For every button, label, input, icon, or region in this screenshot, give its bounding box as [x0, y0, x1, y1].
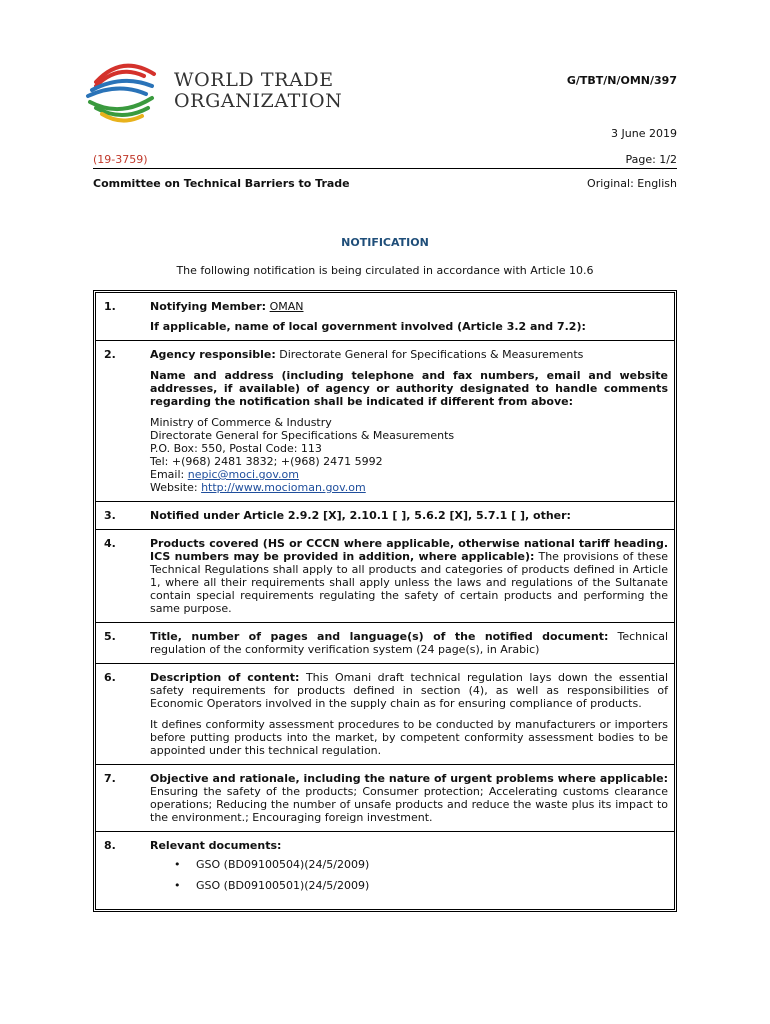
document-date: 3 June 2019	[611, 127, 677, 140]
field-label: Notifying Member:	[150, 300, 267, 313]
list-item: • GSO (BD09100501)(24/5/2009)	[150, 879, 668, 892]
org-name	[174, 70, 342, 112]
email-line	[150, 468, 668, 481]
field-label: Description of content:	[150, 671, 300, 684]
committee-name: Committee on Technical Barriers to Trade	[93, 177, 350, 190]
products-value: The provisions of these Technical Regulations shall apply to all products and categories of products defined in Article 1, where all their requirements shall apply unless the laws and regulations of the Sultanate contain special requirements regulating the safety of certain products and performing the same purpose.	[150, 550, 668, 615]
table-row	[96, 341, 674, 502]
row-number: 2.	[104, 348, 116, 361]
document-reference: G/TBT/N/OMN/397	[566, 74, 677, 87]
field-label: Objective and rationale, including the nature of urgent problems where applicable:	[150, 772, 668, 785]
field-sublabel: Name and address (including telephone and fax numbers, email and website addresses, if available) of agency or authority designated to handle comments regarding the notification shall be indicated if different from above:	[150, 369, 668, 408]
org-name-line2: ORGANIZATION	[174, 90, 343, 112]
row-content	[150, 502, 674, 529]
address-block	[150, 416, 668, 494]
member-value: OMAN	[269, 300, 304, 313]
table-row	[96, 502, 674, 530]
documents-list	[150, 858, 668, 892]
field-label: Title, number of pages and language(s) of the notified document:	[150, 630, 609, 643]
page-indicator: Page: 1/2	[625, 153, 677, 166]
row-number: 1.	[104, 300, 116, 313]
header-divider	[93, 168, 677, 169]
objective-value: Ensuring the safety of the products; Consumer protection; Accelerating customs clearance operations; Reducing the number of unsafe products and reduce the waste plus its impact to the environment.; Encouraging foreign investment.	[150, 785, 668, 824]
description-paragraph: It defines conformity assessment procedures to be conducted by manufacturers or importers before putting products into the market, by competent conformity assessment bodies to be appointed under this technical regulation.	[150, 718, 668, 757]
field-label: Relevant documents:	[150, 839, 282, 852]
address-line: Tel: +(968) 2481 3832; +(968) 2471 5992	[150, 455, 383, 468]
document-number: (19-3759)	[93, 153, 148, 166]
row-content	[150, 832, 674, 907]
field-label: Products covered (HS or CCCN where applicable, otherwise national tariff heading. ICS numbers may be provided in addition, where applicable):	[150, 537, 668, 563]
address-line: P.O. Box: 550, Postal Code: 113	[150, 442, 322, 455]
table-row	[96, 530, 674, 623]
list-item: • GSO (BD09100504)(24/5/2009)	[150, 858, 668, 871]
notification-table	[93, 290, 677, 912]
website-label: Website:	[150, 481, 198, 494]
title-value: Technical regulation of the conformity verification system (24 page(s), in Arabic)	[150, 630, 668, 656]
field-label: Agency responsible:	[150, 348, 276, 361]
row-number: 6.	[104, 671, 116, 684]
address-line: Directorate General for Specifications & Measurements	[150, 429, 455, 442]
original-language: Original: English	[587, 177, 677, 190]
table-row	[96, 664, 674, 765]
email-label: Email:	[150, 468, 185, 481]
org-name-line1: WORLD TRADE	[174, 69, 334, 91]
agency-value: Directorate General for Specifications & Measurements	[279, 348, 584, 361]
address-line: Ministry of Commerce & Industry	[150, 416, 332, 429]
row-content	[150, 765, 674, 831]
page-title: NOTIFICATION	[341, 236, 429, 249]
row-content	[150, 530, 674, 622]
intro-text: The following notification is being circulated in accordance with Article 10.6	[176, 264, 594, 277]
field-label: Notified under Article 2.9.2 [X], 2.10.1 [ ], 5.6.2 [X], 5.7.1 [ ], other:	[150, 509, 571, 522]
website-line	[150, 481, 668, 494]
table-row	[96, 832, 674, 907]
wto-logo-icon	[82, 56, 162, 128]
table-row	[96, 293, 674, 341]
table-row	[96, 765, 674, 832]
row-number: 4.	[104, 537, 116, 550]
email-link[interactable]: nepic@moci.gov.om	[187, 468, 299, 481]
row-number: 8.	[104, 839, 116, 852]
row-content	[150, 664, 674, 764]
table-row	[96, 623, 674, 664]
row-number: 7.	[104, 772, 116, 785]
row-number: 3.	[104, 509, 116, 522]
row-content	[150, 623, 674, 663]
row-content	[150, 293, 674, 340]
website-link[interactable]: http://www.mocioman.gov.om	[201, 481, 366, 494]
row-number: 5.	[104, 630, 116, 643]
field-sublabel: If applicable, name of local government involved (Article 3.2 and 7.2):	[150, 320, 586, 333]
row-content	[150, 341, 674, 501]
description-value: This Omani draft technical regulation lays down the essential safety requirements for products defined in section (4), as well as responsibilities of Economic Operators involved in the supply chain as for ensuring compliance of products.	[150, 671, 668, 710]
